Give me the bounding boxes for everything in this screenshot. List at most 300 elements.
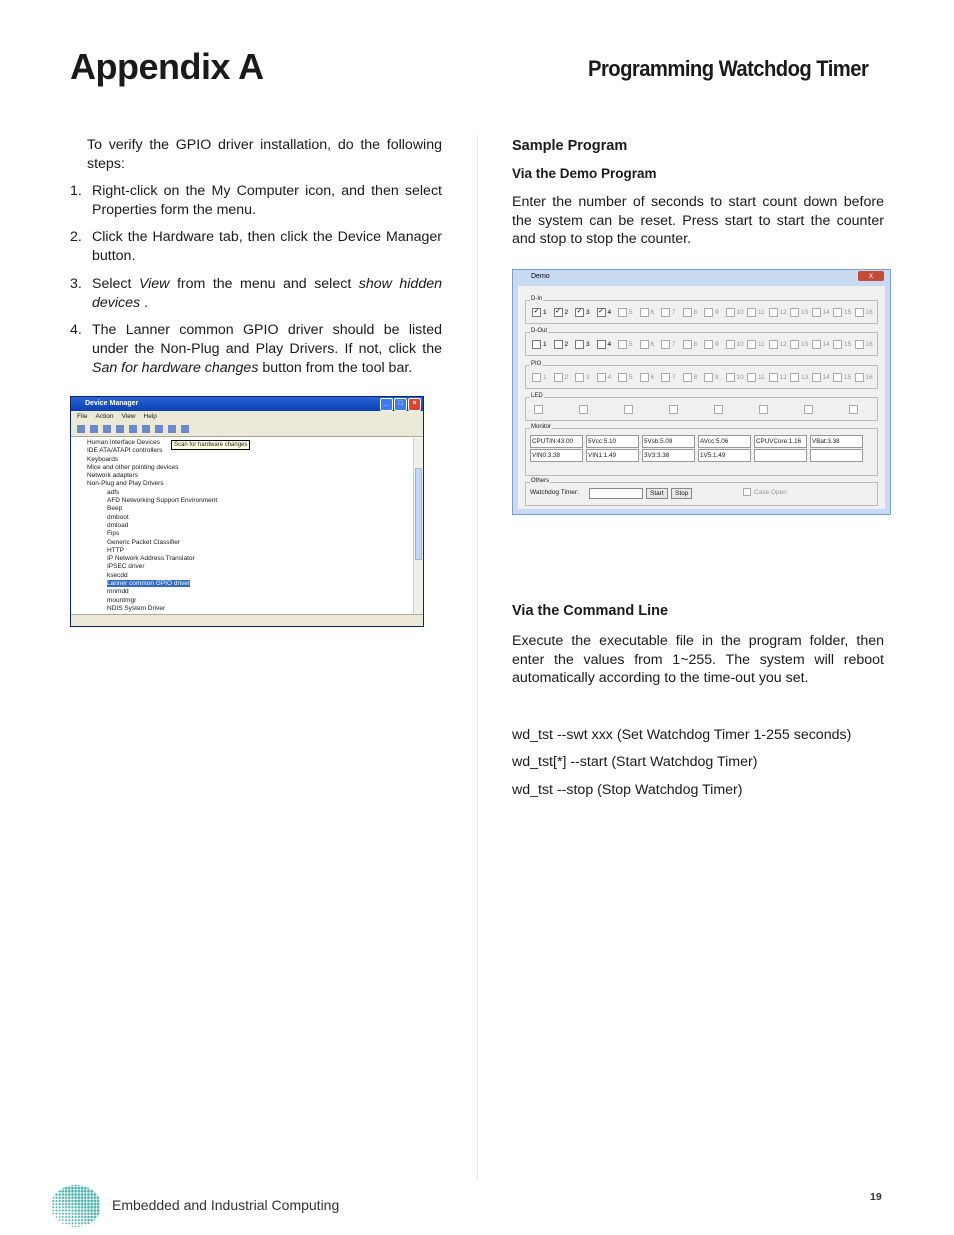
- logo-dot: [68, 1196, 71, 1199]
- logo-dot: [84, 1184, 87, 1187]
- checkbox-box[interactable]: [769, 308, 778, 317]
- menu-file[interactable]: File: [77, 413, 88, 420]
- checkbox-label: 2: [564, 374, 569, 381]
- logo-dot: [97, 1225, 100, 1228]
- checkbox-box[interactable]: [661, 308, 670, 317]
- checkbox-label: 12: [779, 309, 787, 316]
- checkbox-3[interactable]: [575, 340, 597, 349]
- tree-leaf[interactable]: dmload: [107, 521, 129, 529]
- logo-dot: [75, 1226, 77, 1228]
- checkbox-box[interactable]: [597, 373, 606, 382]
- led-checkbox[interactable]: [849, 405, 858, 414]
- logo-dot: [93, 1216, 96, 1219]
- checkbox-label: 14: [822, 341, 830, 348]
- din-group: [525, 296, 878, 324]
- logo-dot: [77, 1203, 80, 1206]
- logo-dot: [97, 1222, 100, 1225]
- checkbox-box[interactable]: [747, 308, 756, 317]
- checkbox-box[interactable]: [747, 373, 756, 382]
- logo-dot: [84, 1209, 87, 1212]
- checkbox-15[interactable]: [833, 308, 855, 317]
- logo-dot: [78, 1226, 80, 1228]
- intro-text: To verify the GPIO driver installation, do the following steps:: [87, 137, 442, 172]
- logo-dot: [62, 1226, 64, 1228]
- led-checkbox[interactable]: [534, 405, 543, 414]
- checkbox-box[interactable]: [726, 308, 735, 317]
- checkbox-9[interactable]: [704, 340, 726, 349]
- checkbox-box[interactable]: ✓: [576, 308, 583, 315]
- logo-dot: [74, 1209, 77, 1212]
- checkbox-16[interactable]: [855, 373, 877, 382]
- company-logo-icon: [49, 1184, 101, 1228]
- checkbox-14[interactable]: [812, 340, 834, 349]
- led-checkboxes: [534, 405, 894, 414]
- pio-group: [525, 361, 878, 389]
- logo-dot: [97, 1209, 100, 1212]
- logo-dot: [93, 1190, 96, 1193]
- checkbox-1[interactable]: [532, 308, 554, 317]
- checkbox-box[interactable]: [812, 373, 821, 382]
- led-checkbox[interactable]: [759, 405, 768, 414]
- checkbox-2[interactable]: [554, 373, 576, 382]
- logo-dot: [81, 1219, 83, 1221]
- tree-leaf[interactable]: IPSEC driver: [107, 563, 145, 571]
- checkbox-14[interactable]: [812, 308, 834, 317]
- dout-group: [525, 328, 878, 356]
- tree-leaf[interactable]: dmboot: [107, 513, 129, 521]
- checkbox-box[interactable]: [597, 340, 606, 349]
- checkbox-8[interactable]: [683, 340, 705, 349]
- checkbox-label: 1: [543, 341, 547, 348]
- checkbox-12[interactable]: [769, 373, 791, 382]
- checkbox-box[interactable]: [683, 373, 692, 382]
- checkbox-10[interactable]: [726, 373, 748, 382]
- scrollbar-thumb[interactable]: [415, 468, 422, 560]
- checkbox-box[interactable]: [769, 373, 778, 382]
- checkbox-box[interactable]: [769, 340, 778, 349]
- checkbox-label: 6: [650, 309, 655, 316]
- checkbox-box[interactable]: [661, 373, 670, 382]
- checkbox-6[interactable]: [640, 373, 662, 382]
- checkbox-11[interactable]: [747, 308, 769, 317]
- checkbox-label: 15: [844, 309, 852, 316]
- logo-dot: [68, 1184, 71, 1187]
- logo-dot: [52, 1187, 55, 1190]
- checkbox-box[interactable]: [743, 488, 751, 496]
- checkbox-2[interactable]: [554, 308, 576, 317]
- checkbox-box[interactable]: [790, 373, 799, 382]
- checkbox-label: 1: [543, 374, 547, 381]
- stop-button[interactable]: Stop: [671, 488, 692, 499]
- checkbox-label: 11: [758, 309, 765, 316]
- command-stop-timer: wd_tst --stop (Stop Watchdog Timer): [512, 782, 743, 798]
- checkbox-box[interactable]: [726, 373, 735, 382]
- logo-dot: [68, 1203, 71, 1206]
- logo-dot: [78, 1222, 80, 1224]
- logo-dot: [56, 1219, 58, 1221]
- tree-leaf[interactable]: mnmdd: [107, 588, 129, 596]
- logo-dot: [78, 1219, 80, 1221]
- logo-dot: [52, 1219, 54, 1221]
- checkbox-box[interactable]: ✓: [555, 308, 561, 315]
- tree-leaf[interactable]: Fips: [107, 530, 120, 538]
- logo-dot: [65, 1206, 67, 1208]
- logo-dot: [90, 1184, 93, 1187]
- logo-dot: [78, 1216, 80, 1218]
- logo-dot: [77, 1209, 80, 1212]
- led-checkbox[interactable]: [669, 405, 678, 414]
- logo-dot: [93, 1222, 96, 1225]
- logo-dot: [81, 1209, 84, 1212]
- logo-dot: [49, 1203, 51, 1205]
- checkbox-box[interactable]: [532, 340, 541, 349]
- checkbox-box[interactable]: [790, 340, 799, 349]
- led-checkbox[interactable]: [804, 405, 813, 414]
- tree-leaf[interactable]: adfs: [107, 488, 120, 496]
- logo-dot: [93, 1206, 96, 1209]
- logo-dot: [81, 1184, 84, 1187]
- case-open-checkbox[interactable]: [743, 488, 787, 496]
- checkbox-3[interactable]: [575, 308, 597, 317]
- checkbox-box[interactable]: [575, 340, 584, 349]
- checkbox-5[interactable]: [618, 308, 640, 317]
- dout-label: D-Out: [531, 328, 548, 334]
- logo-dot: [62, 1219, 64, 1221]
- checkbox-12[interactable]: [769, 340, 791, 349]
- close-icon[interactable]: x: [858, 271, 884, 281]
- logo-dot: [56, 1223, 58, 1225]
- checkbox-1[interactable]: [532, 373, 554, 382]
- maximize-icon[interactable]: □: [394, 398, 407, 411]
- checkbox-box[interactable]: [855, 373, 864, 382]
- logo-dot: [49, 1193, 51, 1195]
- monitor-value: VIN0:3.38: [530, 449, 583, 462]
- pio-checkboxes: [532, 373, 876, 382]
- logo-dot: [74, 1200, 77, 1203]
- command-line-text: Execute the executable file in the program folder, then enter the values from 1~255. The system will reboot automatically according to the time-out you set.: [512, 633, 884, 687]
- close-icon[interactable]: ×: [408, 398, 421, 411]
- checkbox-7[interactable]: [661, 373, 683, 382]
- checkbox-label: 5: [629, 341, 633, 348]
- logo-dot: [87, 1222, 90, 1225]
- checkbox-box[interactable]: [833, 373, 842, 382]
- checkbox-box[interactable]: [554, 373, 563, 382]
- checkbox-label: 16: [865, 374, 873, 381]
- logo-dot: [59, 1219, 61, 1221]
- logo-dot: [87, 1225, 89, 1227]
- logo-dot: [71, 1190, 74, 1193]
- logo-dot: [81, 1212, 84, 1215]
- checkbox-box[interactable]: [575, 373, 584, 382]
- tree-node[interactable]: IDE ATA/ATAPI controllers: [87, 447, 163, 455]
- checkbox-2[interactable]: [554, 340, 576, 349]
- logo-dot: [90, 1200, 93, 1203]
- checkbox-5[interactable]: [618, 373, 640, 382]
- checkbox-box[interactable]: ✓: [598, 308, 604, 315]
- checkbox-label: 10: [736, 374, 744, 381]
- uninstall-icon[interactable]: [181, 425, 189, 433]
- checkbox-12[interactable]: [769, 308, 791, 317]
- step-text-post: .: [140, 294, 148, 311]
- logo-dot: [97, 1200, 100, 1203]
- logo-dot: [61, 1196, 64, 1199]
- tree-leaf[interactable]: Beep: [107, 505, 123, 513]
- checkbox-15[interactable]: [833, 373, 855, 382]
- update-driver-icon[interactable]: [168, 425, 176, 433]
- tree-node[interactable]: Keyboards: [87, 455, 119, 463]
- checkbox-label: 1: [543, 309, 547, 316]
- checkbox-9[interactable]: [704, 308, 726, 317]
- monitor-value: 5Vcc:5.10: [586, 435, 639, 448]
- logo-dot: [55, 1206, 57, 1208]
- checkbox-box[interactable]: [855, 340, 864, 349]
- checkbox-7[interactable]: [661, 340, 683, 349]
- step-text-pre: Select: [92, 275, 139, 292]
- logo-dot: [81, 1187, 84, 1190]
- logo-dot: [84, 1212, 87, 1215]
- checkbox-box[interactable]: [640, 340, 649, 349]
- step-number: 2.: [70, 229, 82, 246]
- toolbar: [71, 422, 423, 437]
- tree-leaf[interactable]: ksecdd: [107, 571, 128, 579]
- checkbox-9[interactable]: [704, 373, 726, 382]
- logo-dot: [90, 1222, 93, 1225]
- checkbox-10[interactable]: [726, 340, 748, 349]
- scan-hardware-icon[interactable]: [155, 425, 163, 433]
- footer-text: Embedded and Industrial Computing: [112, 1197, 340, 1213]
- checkbox-8[interactable]: [683, 373, 705, 382]
- logo-dot: [78, 1213, 81, 1216]
- logo-dot: [93, 1193, 96, 1196]
- logo-dot: [71, 1200, 74, 1203]
- logo-dot: [71, 1184, 74, 1187]
- tree-node[interactable]: Non-Plug and Play Drivers: [87, 480, 164, 488]
- logo-dot: [87, 1219, 90, 1222]
- logo-dot: [65, 1184, 68, 1187]
- monitor-value: [754, 449, 807, 462]
- checkbox-box[interactable]: [704, 373, 713, 382]
- logo-dot: [74, 1184, 77, 1187]
- checkbox-box[interactable]: [661, 340, 670, 349]
- logo-dot: [62, 1206, 64, 1208]
- command-line-heading: Via the Command Line: [512, 603, 669, 619]
- logo-dot: [75, 1222, 77, 1224]
- checkbox-label: 7: [672, 374, 676, 381]
- logo-dot: [62, 1210, 64, 1212]
- monitor-label: Monitor: [531, 424, 552, 430]
- tree-node[interactable]: Human Interface Devices: [87, 439, 160, 446]
- checkbox-1[interactable]: [532, 340, 554, 349]
- checkbox-box[interactable]: [640, 373, 649, 382]
- logo-dot: [68, 1226, 70, 1228]
- logo-dot: [87, 1212, 90, 1215]
- checkbox-5[interactable]: [618, 340, 640, 349]
- checkbox-16[interactable]: [855, 340, 877, 349]
- checkbox-box[interactable]: [790, 308, 799, 317]
- step-emphasis: San for hardware changes: [92, 359, 259, 376]
- logo-dot: [65, 1209, 67, 1211]
- checkbox-box[interactable]: [683, 340, 692, 349]
- start-button[interactable]: Start: [646, 488, 668, 499]
- logo-dot: [90, 1196, 93, 1199]
- page-number: 19: [870, 1191, 882, 1203]
- menu-action[interactable]: Action: [95, 413, 114, 420]
- logo-dot: [65, 1203, 68, 1206]
- checkbox-box[interactable]: [812, 340, 821, 349]
- logo-dot: [74, 1219, 76, 1221]
- checkbox-13[interactable]: [790, 340, 812, 349]
- checkbox-7[interactable]: [661, 308, 683, 317]
- tree-leaf-selected[interactable]: Lanner common GPIO driver: [107, 580, 191, 588]
- tree-icon[interactable]: [116, 425, 124, 433]
- back-icon[interactable]: [77, 425, 85, 433]
- logo-dot: [74, 1190, 77, 1193]
- pio-label: PIO: [531, 361, 542, 367]
- monitor-values: [530, 435, 863, 462]
- logo-dot: [58, 1197, 61, 1200]
- menu-help[interactable]: Help: [143, 413, 157, 420]
- forward-icon[interactable]: [90, 425, 98, 433]
- tree-leaf[interactable]: AFD Networking Support Environment: [107, 497, 218, 505]
- logo-dot: [74, 1216, 76, 1218]
- logo-dot: [97, 1187, 100, 1190]
- logo-dot: [81, 1206, 84, 1209]
- tree-leaf[interactable]: Generic Packet Classifier: [107, 538, 180, 546]
- led-group: [525, 393, 878, 421]
- checkbox-13[interactable]: [790, 308, 812, 317]
- tree-leaf[interactable]: mountmgr: [107, 596, 137, 604]
- logo-dot: [58, 1184, 61, 1186]
- print-icon[interactable]: [129, 425, 137, 433]
- checkbox-label: 10: [736, 309, 744, 316]
- checkbox-box[interactable]: [554, 340, 563, 349]
- checkbox-label: 16: [865, 309, 873, 316]
- din-label: D-In: [531, 296, 543, 302]
- checkbox-box[interactable]: [532, 373, 541, 382]
- checkbox-label: 10: [736, 341, 744, 348]
- watchdog-input[interactable]: [589, 488, 643, 499]
- logo-dot: [97, 1193, 100, 1196]
- led-checkbox[interactable]: [579, 405, 588, 414]
- checkbox-3[interactable]: [575, 373, 597, 382]
- menu-view[interactable]: View: [121, 413, 136, 420]
- checkbox-box[interactable]: [833, 308, 842, 317]
- device-tree: [73, 438, 413, 614]
- checkbox-box[interactable]: [833, 340, 842, 349]
- properties-icon[interactable]: [103, 425, 111, 433]
- logo-dot: [65, 1216, 67, 1218]
- logo-dot: [61, 1190, 64, 1193]
- checkbox-box[interactable]: [618, 308, 627, 317]
- checkbox-14[interactable]: [812, 373, 834, 382]
- checkbox-label: 4: [607, 309, 612, 316]
- minimize-icon[interactable]: _: [380, 398, 393, 411]
- checkbox-label: 13: [801, 374, 809, 381]
- checkbox-11[interactable]: [747, 340, 769, 349]
- checkbox-box[interactable]: [747, 340, 756, 349]
- logo-dot: [68, 1206, 70, 1208]
- led-checkbox[interactable]: [624, 405, 633, 414]
- others-label: Others: [531, 478, 550, 484]
- logo-dot: [65, 1187, 68, 1190]
- checkbox-label: 2: [564, 309, 569, 316]
- logo-dot: [81, 1216, 84, 1219]
- checkbox-box[interactable]: [683, 308, 692, 317]
- checkbox-11[interactable]: [747, 373, 769, 382]
- logo-dot: [65, 1196, 68, 1199]
- checkbox-box[interactable]: [726, 340, 735, 349]
- checkbox-box[interactable]: [704, 308, 713, 317]
- checkbox-10[interactable]: [726, 308, 748, 317]
- logo-dot: [90, 1206, 93, 1209]
- checkbox-4[interactable]: [597, 373, 619, 382]
- list-item: [70, 275, 442, 312]
- checkbox-16[interactable]: [855, 308, 877, 317]
- logo-dot: [52, 1193, 54, 1195]
- logo-dot: [90, 1193, 93, 1196]
- logo-dot: [68, 1190, 71, 1193]
- logo-dot: [84, 1222, 86, 1224]
- logo-dot: [93, 1209, 96, 1212]
- tree-node[interactable]: Mice and other pointing devices: [87, 463, 179, 471]
- logo-dot: [77, 1196, 80, 1199]
- checkbox-4[interactable]: [597, 308, 619, 317]
- logo-dot: [87, 1216, 90, 1219]
- checkbox-box[interactable]: [640, 308, 649, 317]
- checkbox-box[interactable]: [704, 340, 713, 349]
- checkbox-box[interactable]: [618, 340, 627, 349]
- demo-window-screenshot: [512, 269, 891, 515]
- logo-dot: [52, 1200, 54, 1202]
- led-checkbox[interactable]: [714, 405, 723, 414]
- checkbox-6[interactable]: [640, 340, 662, 349]
- logo-dot: [74, 1203, 77, 1206]
- checkbox-box[interactable]: [855, 308, 864, 317]
- checkbox-box[interactable]: [812, 308, 821, 317]
- tree-leaf[interactable]: HTTP: [107, 546, 124, 554]
- logo-dot: [68, 1200, 71, 1203]
- checkbox-15[interactable]: [833, 340, 855, 349]
- logo-dot: [65, 1193, 68, 1196]
- logo-dot: [56, 1226, 57, 1227]
- checkbox-box[interactable]: [618, 373, 627, 382]
- checkbox-8[interactable]: [683, 308, 705, 317]
- tree-leaf[interactable]: NDIS System Driver: [107, 604, 166, 612]
- logo-dot: [68, 1219, 70, 1221]
- checkbox-label: 3: [586, 341, 590, 348]
- checkbox-label: 12: [779, 374, 787, 381]
- monitor-value: 1V5:1.49: [698, 449, 751, 462]
- tree-leaf[interactable]: IP Network Address Translator: [107, 555, 195, 563]
- logo-dot: [71, 1219, 73, 1221]
- logo-dot: [93, 1184, 96, 1187]
- checkbox-box[interactable]: ✓: [533, 308, 540, 315]
- logo-dot: [93, 1203, 96, 1206]
- logo-dot: [87, 1209, 90, 1212]
- checkbox-label: 2: [564, 341, 569, 348]
- scrollbar[interactable]: [413, 438, 423, 614]
- logo-dot: [90, 1203, 93, 1206]
- checkbox-label: 9: [715, 341, 719, 348]
- logo-dot: [97, 1203, 100, 1206]
- help-icon[interactable]: [142, 425, 150, 433]
- checkbox-4[interactable]: [597, 340, 619, 349]
- logo-dot: [52, 1197, 54, 1199]
- checkbox-6[interactable]: [640, 308, 662, 317]
- watchdog-label: Watchdog Timer:: [530, 489, 579, 496]
- tree-node[interactable]: Network adapters: [87, 472, 138, 480]
- checkbox-13[interactable]: [790, 373, 812, 382]
